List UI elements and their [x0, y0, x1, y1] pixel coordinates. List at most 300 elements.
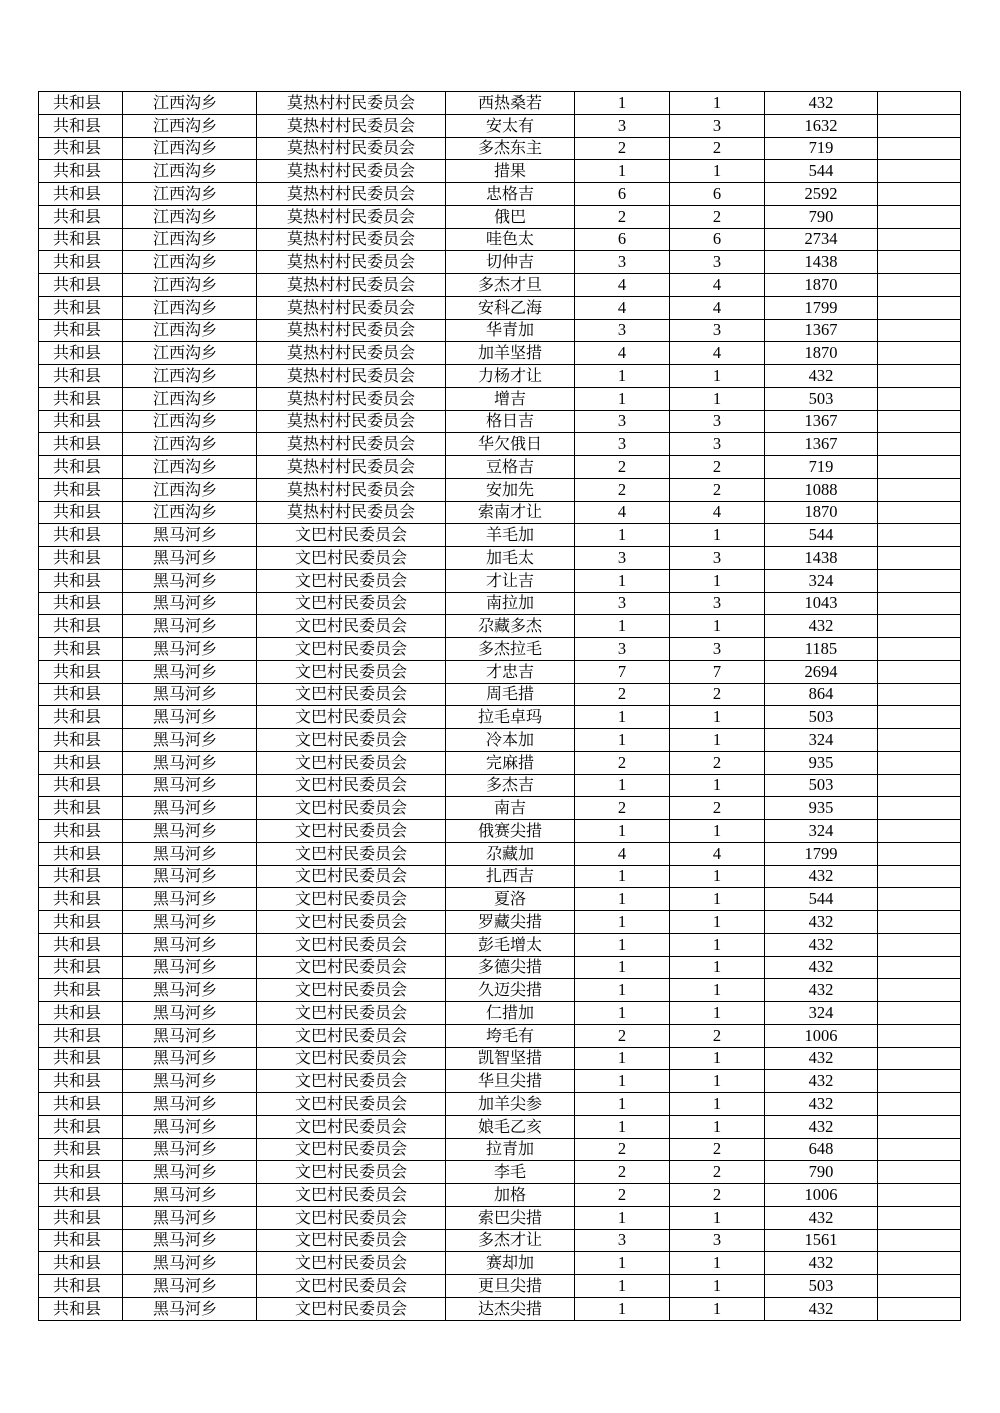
county-cell: 共和县 [39, 660, 123, 683]
people-count-cell: 3 [670, 592, 765, 615]
amount-cell: 1006 [765, 1024, 878, 1047]
remark-cell [878, 410, 961, 433]
remark-cell [878, 774, 961, 797]
name-cell: 达杰尖措 [446, 1297, 575, 1320]
name-cell: 完麻措 [446, 751, 575, 774]
county-cell: 共和县 [39, 888, 123, 911]
household-count-cell: 1 [575, 615, 670, 638]
amount-cell: 503 [765, 774, 878, 797]
county-cell: 共和县 [39, 615, 123, 638]
amount-cell: 1561 [765, 1229, 878, 1252]
table-row [39, 114, 961, 137]
county-cell: 共和县 [39, 842, 123, 865]
amount-cell: 1870 [765, 501, 878, 524]
remark-cell [878, 137, 961, 160]
people-count-cell: 1 [670, 1093, 765, 1116]
amount-cell: 719 [765, 137, 878, 160]
amount-cell: 1438 [765, 251, 878, 274]
county-cell: 共和县 [39, 1138, 123, 1161]
amount-cell: 864 [765, 683, 878, 706]
table-row [39, 842, 961, 865]
household-count-cell: 1 [575, 1093, 670, 1116]
remark-cell [878, 911, 961, 934]
remark-cell [878, 1115, 961, 1138]
name-cell: 才忠吉 [446, 660, 575, 683]
household-count-cell: 4 [575, 296, 670, 319]
table-row [39, 1252, 961, 1275]
remark-cell [878, 365, 961, 388]
county-cell: 共和县 [39, 683, 123, 706]
remark-cell [878, 1275, 961, 1298]
county-cell: 共和县 [39, 592, 123, 615]
village-committee-cell: 莫热村村民委员会 [257, 501, 446, 524]
name-cell: 拉毛卓玛 [446, 706, 575, 729]
village-committee-cell: 文巴村民委员会 [257, 1206, 446, 1229]
county-cell: 共和县 [39, 1275, 123, 1298]
township-cell: 黑马河乡 [123, 524, 257, 547]
amount-cell: 1367 [765, 319, 878, 342]
name-cell: 华欠俄日 [446, 433, 575, 456]
table-row [39, 933, 961, 956]
amount-cell: 432 [765, 615, 878, 638]
township-cell: 黑马河乡 [123, 842, 257, 865]
name-cell: 娘毛乙亥 [446, 1115, 575, 1138]
amount-cell: 1088 [765, 478, 878, 501]
people-count-cell: 1 [670, 774, 765, 797]
township-cell: 黑马河乡 [123, 1252, 257, 1275]
village-committee-cell: 文巴村民委员会 [257, 1161, 446, 1184]
household-count-cell: 1 [575, 706, 670, 729]
name-cell: 多杰才让 [446, 1229, 575, 1252]
county-cell: 共和县 [39, 1229, 123, 1252]
village-committee-cell: 文巴村民委员会 [257, 569, 446, 592]
village-committee-cell: 文巴村民委员会 [257, 592, 446, 615]
township-cell: 黑马河乡 [123, 683, 257, 706]
township-cell: 黑马河乡 [123, 797, 257, 820]
people-count-cell: 2 [670, 797, 765, 820]
village-committee-cell: 文巴村民委员会 [257, 956, 446, 979]
household-count-cell: 1 [575, 979, 670, 1002]
township-cell: 黑马河乡 [123, 1070, 257, 1093]
amount-cell: 432 [765, 956, 878, 979]
county-cell: 共和县 [39, 956, 123, 979]
village-committee-cell: 文巴村民委员会 [257, 1024, 446, 1047]
village-committee-cell: 莫热村村民委员会 [257, 160, 446, 183]
name-cell: 措果 [446, 160, 575, 183]
table-row [39, 1229, 961, 1252]
table-row [39, 1184, 961, 1207]
township-cell: 江西沟乡 [123, 183, 257, 206]
people-count-cell: 1 [670, 1002, 765, 1025]
household-count-cell: 1 [575, 1275, 670, 1298]
remark-cell [878, 387, 961, 410]
table-row [39, 228, 961, 251]
amount-cell: 1632 [765, 114, 878, 137]
amount-cell: 1438 [765, 547, 878, 570]
amount-cell: 1006 [765, 1184, 878, 1207]
remark-cell [878, 638, 961, 661]
county-cell: 共和县 [39, 1206, 123, 1229]
remark-cell [878, 820, 961, 843]
table-row [39, 660, 961, 683]
benefit-table [38, 91, 961, 1321]
name-cell: 加羊坚措 [446, 342, 575, 365]
township-cell: 黑马河乡 [123, 933, 257, 956]
county-cell: 共和县 [39, 387, 123, 410]
county-cell: 共和县 [39, 569, 123, 592]
people-count-cell: 1 [670, 160, 765, 183]
county-cell: 共和县 [39, 729, 123, 752]
county-cell: 共和县 [39, 1047, 123, 1070]
county-cell: 共和县 [39, 865, 123, 888]
township-cell: 黑马河乡 [123, 1297, 257, 1320]
people-count-cell: 1 [670, 933, 765, 956]
people-count-cell: 2 [670, 1138, 765, 1161]
people-count-cell: 1 [670, 1252, 765, 1275]
table-row [39, 1206, 961, 1229]
township-cell: 黑马河乡 [123, 1161, 257, 1184]
village-committee-cell: 文巴村民委员会 [257, 660, 446, 683]
township-cell: 黑马河乡 [123, 1206, 257, 1229]
table-row [39, 274, 961, 297]
township-cell: 黑马河乡 [123, 865, 257, 888]
county-cell: 共和县 [39, 433, 123, 456]
village-committee-cell: 文巴村民委员会 [257, 683, 446, 706]
township-cell: 江西沟乡 [123, 114, 257, 137]
table-row [39, 1138, 961, 1161]
county-cell: 共和县 [39, 1252, 123, 1275]
name-cell: 凯智坚措 [446, 1047, 575, 1070]
name-cell: 南吉 [446, 797, 575, 820]
township-cell: 江西沟乡 [123, 387, 257, 410]
name-cell: 华旦尖措 [446, 1070, 575, 1093]
township-cell: 江西沟乡 [123, 92, 257, 115]
amount-cell: 324 [765, 569, 878, 592]
remark-cell [878, 569, 961, 592]
name-cell: 西热桑若 [446, 92, 575, 115]
amount-cell: 1870 [765, 274, 878, 297]
county-cell: 共和县 [39, 410, 123, 433]
village-committee-cell: 文巴村民委员会 [257, 1229, 446, 1252]
township-cell: 黑马河乡 [123, 774, 257, 797]
remark-cell [878, 956, 961, 979]
name-cell: 多杰才旦 [446, 274, 575, 297]
people-count-cell: 1 [670, 979, 765, 1002]
name-cell: 多杰东主 [446, 137, 575, 160]
people-count-cell: 7 [670, 660, 765, 683]
township-cell: 黑马河乡 [123, 956, 257, 979]
table-row [39, 251, 961, 274]
table-row [39, 1275, 961, 1298]
people-count-cell: 3 [670, 251, 765, 274]
village-committee-cell: 莫热村村民委员会 [257, 251, 446, 274]
township-cell: 江西沟乡 [123, 228, 257, 251]
village-committee-cell: 莫热村村民委员会 [257, 342, 446, 365]
household-count-cell: 2 [575, 1184, 670, 1207]
household-count-cell: 3 [575, 251, 670, 274]
remark-cell [878, 274, 961, 297]
amount-cell: 503 [765, 706, 878, 729]
table-row [39, 1161, 961, 1184]
amount-cell: 2694 [765, 660, 878, 683]
people-count-cell: 1 [670, 365, 765, 388]
remark-cell [878, 1206, 961, 1229]
remark-cell [878, 1002, 961, 1025]
name-cell: 周毛措 [446, 683, 575, 706]
county-cell: 共和县 [39, 205, 123, 228]
name-cell: 安太有 [446, 114, 575, 137]
table-row [39, 820, 961, 843]
table-row [39, 638, 961, 661]
table-row [39, 456, 961, 479]
name-cell: 安科乙海 [446, 296, 575, 319]
household-count-cell: 2 [575, 683, 670, 706]
household-count-cell: 2 [575, 137, 670, 160]
village-committee-cell: 文巴村民委员会 [257, 547, 446, 570]
remark-cell [878, 751, 961, 774]
village-committee-cell: 莫热村村民委员会 [257, 228, 446, 251]
household-count-cell: 1 [575, 1002, 670, 1025]
county-cell: 共和县 [39, 183, 123, 206]
name-cell: 罗藏尖措 [446, 911, 575, 934]
table-row [39, 1024, 961, 1047]
name-cell: 尕藏加 [446, 842, 575, 865]
people-count-cell: 2 [670, 478, 765, 501]
people-count-cell: 1 [670, 729, 765, 752]
people-count-cell: 1 [670, 1070, 765, 1093]
amount-cell: 432 [765, 1070, 878, 1093]
people-count-cell: 4 [670, 342, 765, 365]
township-cell: 江西沟乡 [123, 137, 257, 160]
county-cell: 共和县 [39, 137, 123, 160]
remark-cell [878, 433, 961, 456]
household-count-cell: 1 [575, 820, 670, 843]
village-committee-cell: 文巴村民委员会 [257, 729, 446, 752]
household-count-cell: 1 [575, 774, 670, 797]
table-row [39, 501, 961, 524]
township-cell: 黑马河乡 [123, 911, 257, 934]
amount-cell: 1367 [765, 433, 878, 456]
table-row [39, 592, 961, 615]
name-cell: 多杰拉毛 [446, 638, 575, 661]
township-cell: 江西沟乡 [123, 319, 257, 342]
table-row [39, 183, 961, 206]
village-committee-cell: 莫热村村民委员会 [257, 137, 446, 160]
table-row [39, 433, 961, 456]
household-count-cell: 3 [575, 638, 670, 661]
people-count-cell: 1 [670, 706, 765, 729]
county-cell: 共和县 [39, 228, 123, 251]
remark-cell [878, 615, 961, 638]
household-count-cell: 2 [575, 205, 670, 228]
name-cell: 南拉加 [446, 592, 575, 615]
village-committee-cell: 文巴村民委员会 [257, 1138, 446, 1161]
name-cell: 力杨才让 [446, 365, 575, 388]
township-cell: 黑马河乡 [123, 1138, 257, 1161]
amount-cell: 544 [765, 888, 878, 911]
amount-cell: 432 [765, 911, 878, 934]
table-row [39, 524, 961, 547]
household-count-cell: 3 [575, 433, 670, 456]
people-count-cell: 4 [670, 501, 765, 524]
household-count-cell: 1 [575, 1206, 670, 1229]
household-count-cell: 1 [575, 933, 670, 956]
remark-cell [878, 1297, 961, 1320]
name-cell: 索南才让 [446, 501, 575, 524]
county-cell: 共和县 [39, 365, 123, 388]
household-count-cell: 3 [575, 1229, 670, 1252]
amount-cell: 432 [765, 1297, 878, 1320]
name-cell: 切仲吉 [446, 251, 575, 274]
township-cell: 黑马河乡 [123, 615, 257, 638]
county-cell: 共和县 [39, 797, 123, 820]
remark-cell [878, 456, 961, 479]
table-row [39, 751, 961, 774]
people-count-cell: 1 [670, 911, 765, 934]
amount-cell: 503 [765, 1275, 878, 1298]
household-count-cell: 1 [575, 865, 670, 888]
name-cell: 羊毛加 [446, 524, 575, 547]
amount-cell: 432 [765, 979, 878, 1002]
people-count-cell: 2 [670, 1161, 765, 1184]
village-committee-cell: 文巴村民委员会 [257, 751, 446, 774]
village-committee-cell: 莫热村村民委员会 [257, 387, 446, 410]
name-cell: 多德尖措 [446, 956, 575, 979]
people-count-cell: 1 [670, 956, 765, 979]
remark-cell [878, 592, 961, 615]
township-cell: 黑马河乡 [123, 1275, 257, 1298]
people-count-cell: 2 [670, 1024, 765, 1047]
remark-cell [878, 842, 961, 865]
village-committee-cell: 文巴村民委员会 [257, 524, 446, 547]
name-cell: 豆格吉 [446, 456, 575, 479]
household-count-cell: 4 [575, 342, 670, 365]
remark-cell [878, 797, 961, 820]
household-count-cell: 1 [575, 1047, 670, 1070]
village-committee-cell: 莫热村村民委员会 [257, 92, 446, 115]
village-committee-cell: 文巴村民委员会 [257, 1252, 446, 1275]
county-cell: 共和县 [39, 160, 123, 183]
table-row [39, 956, 961, 979]
township-cell: 江西沟乡 [123, 501, 257, 524]
table-row [39, 1115, 961, 1138]
township-cell: 黑马河乡 [123, 1229, 257, 1252]
people-count-cell: 1 [670, 1047, 765, 1070]
household-count-cell: 4 [575, 274, 670, 297]
village-committee-cell: 莫热村村民委员会 [257, 183, 446, 206]
people-count-cell: 2 [670, 137, 765, 160]
township-cell: 黑马河乡 [123, 751, 257, 774]
amount-cell: 1185 [765, 638, 878, 661]
amount-cell: 1799 [765, 842, 878, 865]
household-count-cell: 2 [575, 1024, 670, 1047]
village-committee-cell: 文巴村民委员会 [257, 774, 446, 797]
people-count-cell: 2 [670, 1184, 765, 1207]
household-count-cell: 3 [575, 319, 670, 342]
table-row [39, 478, 961, 501]
township-cell: 江西沟乡 [123, 410, 257, 433]
household-count-cell: 1 [575, 1070, 670, 1093]
remark-cell [878, 706, 961, 729]
remark-cell [878, 683, 961, 706]
table-row [39, 410, 961, 433]
name-cell: 冷本加 [446, 729, 575, 752]
amount-cell: 432 [765, 1206, 878, 1229]
household-count-cell: 1 [575, 569, 670, 592]
people-count-cell: 1 [670, 865, 765, 888]
household-count-cell: 2 [575, 456, 670, 479]
name-cell: 赛却加 [446, 1252, 575, 1275]
amount-cell: 935 [765, 751, 878, 774]
remark-cell [878, 865, 961, 888]
people-count-cell: 6 [670, 183, 765, 206]
name-cell: 尕藏多杰 [446, 615, 575, 638]
household-count-cell: 1 [575, 160, 670, 183]
county-cell: 共和县 [39, 501, 123, 524]
remark-cell [878, 501, 961, 524]
household-count-cell: 1 [575, 365, 670, 388]
village-committee-cell: 文巴村民委员会 [257, 979, 446, 1002]
amount-cell: 432 [765, 1115, 878, 1138]
table-row [39, 342, 961, 365]
amount-cell: 432 [765, 92, 878, 115]
township-cell: 黑马河乡 [123, 1024, 257, 1047]
people-count-cell: 1 [670, 1297, 765, 1320]
table-row [39, 137, 961, 160]
village-committee-cell: 文巴村民委员会 [257, 911, 446, 934]
name-cell: 格日吉 [446, 410, 575, 433]
remark-cell [878, 1047, 961, 1070]
household-count-cell: 7 [575, 660, 670, 683]
county-cell: 共和县 [39, 1024, 123, 1047]
remark-cell [878, 183, 961, 206]
people-count-cell: 4 [670, 296, 765, 319]
county-cell: 共和县 [39, 547, 123, 570]
table-body [39, 92, 961, 1321]
village-committee-cell: 莫热村村民委员会 [257, 410, 446, 433]
table-row [39, 888, 961, 911]
village-committee-cell: 文巴村民委员会 [257, 865, 446, 888]
table-row [39, 160, 961, 183]
township-cell: 黑马河乡 [123, 660, 257, 683]
table-row [39, 205, 961, 228]
township-cell: 黑马河乡 [123, 592, 257, 615]
county-cell: 共和县 [39, 524, 123, 547]
township-cell: 黑马河乡 [123, 1002, 257, 1025]
village-committee-cell: 文巴村民委员会 [257, 820, 446, 843]
name-cell: 扎西吉 [446, 865, 575, 888]
people-count-cell: 1 [670, 524, 765, 547]
amount-cell: 1870 [765, 342, 878, 365]
household-count-cell: 6 [575, 228, 670, 251]
household-count-cell: 3 [575, 547, 670, 570]
household-count-cell: 4 [575, 501, 670, 524]
household-count-cell: 1 [575, 956, 670, 979]
people-count-cell: 1 [670, 1206, 765, 1229]
household-count-cell: 1 [575, 911, 670, 934]
county-cell: 共和县 [39, 1093, 123, 1116]
people-count-cell: 3 [670, 547, 765, 570]
household-count-cell: 2 [575, 797, 670, 820]
amount-cell: 432 [765, 933, 878, 956]
people-count-cell: 2 [670, 205, 765, 228]
table-row [39, 365, 961, 388]
amount-cell: 648 [765, 1138, 878, 1161]
table-row [39, 865, 961, 888]
village-committee-cell: 文巴村民委员会 [257, 888, 446, 911]
name-cell: 久迈尖措 [446, 979, 575, 1002]
county-cell: 共和县 [39, 774, 123, 797]
